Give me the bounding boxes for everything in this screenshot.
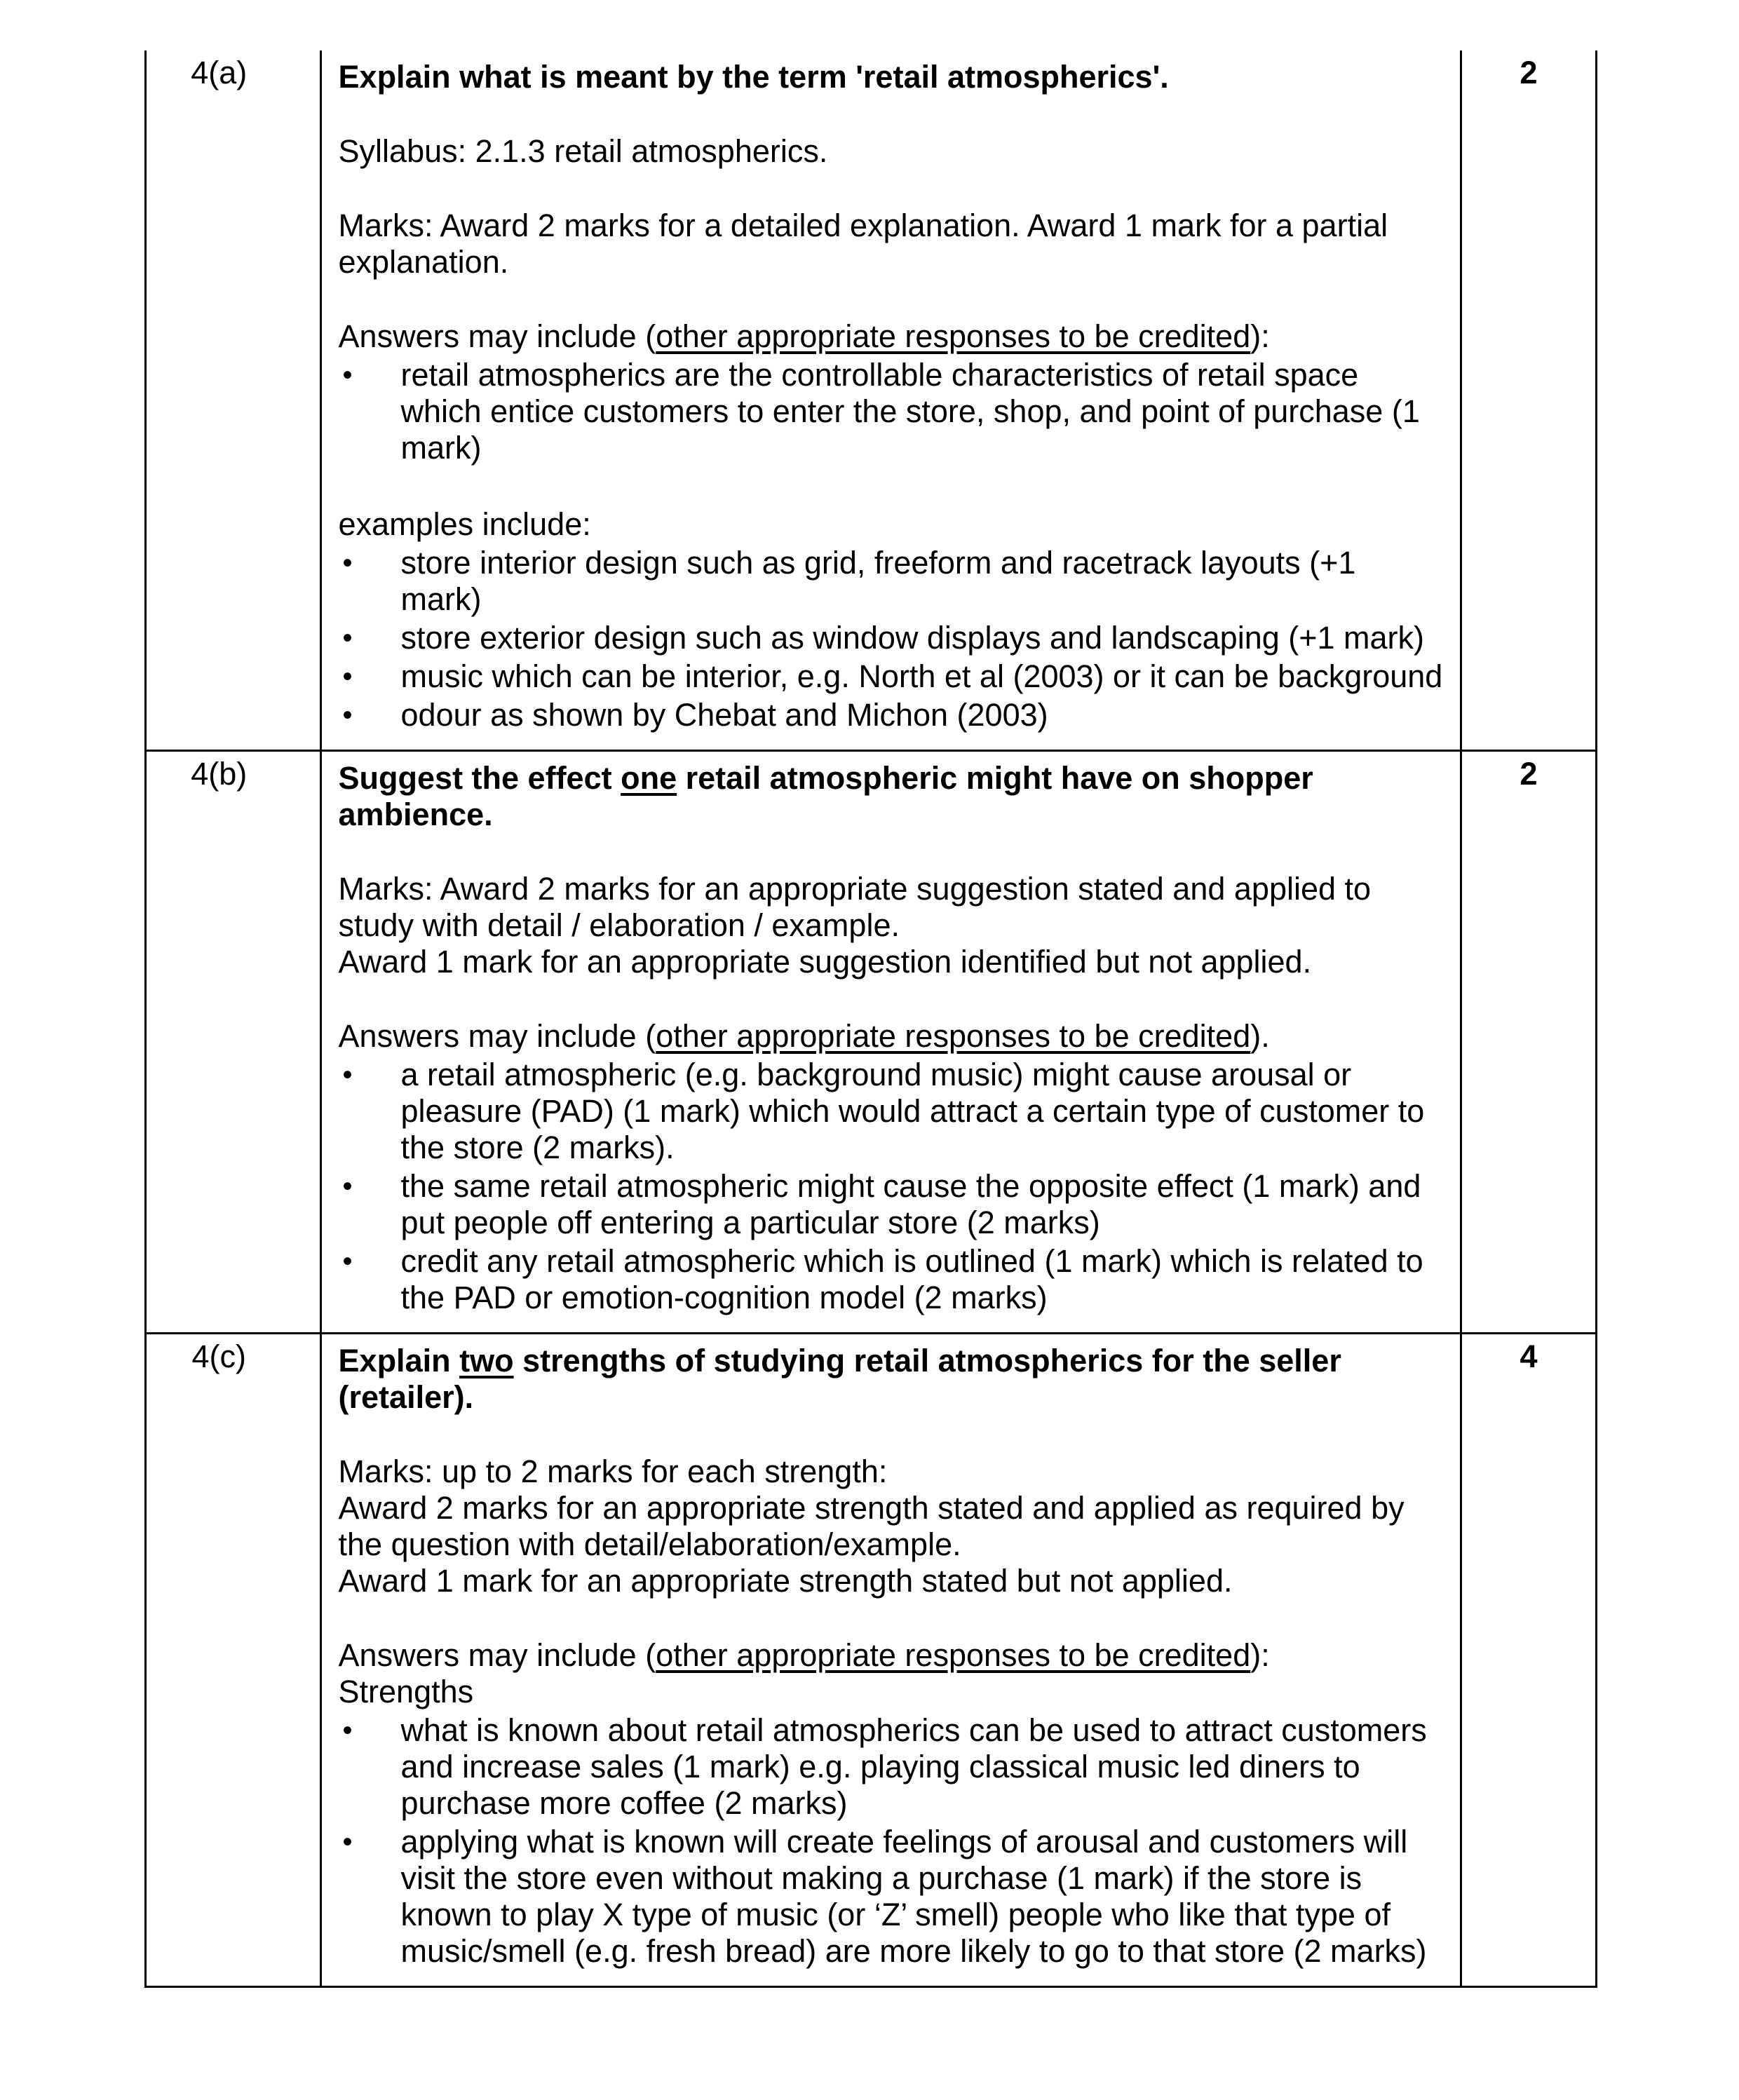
list-item: • retail atmospherics are the controllable characteristics of retail space which entice customers to enter the store, shop, and point of purchase (1 mark): [342, 357, 1420, 466]
answers-intro: Answers may include (other appropriate responses to be credited):: [338, 1637, 1270, 1673]
answer-bullet-list: [339, 357, 1444, 466]
answer-cell: [320, 50, 1461, 751]
question-number-cell: [146, 50, 321, 751]
question-number: 4(a): [191, 55, 248, 90]
marking-guidance-full: Award 2 marks for an appropriate strength stated and applied as required by the question with detail/elaboration/example.: [338, 1490, 1405, 1562]
bullet-icon: •: [342, 1827, 353, 1857]
bullet-icon: •: [342, 360, 353, 391]
answer-cell: [320, 751, 1461, 1334]
credited-note: other appropriate responses to be credited: [656, 1637, 1251, 1673]
question-title: Explain what is meant by the term 'retail atmospherics'.: [338, 59, 1169, 95]
list-item: • store exterior design such as window displays and landscaping (+1 mark): [342, 620, 1425, 656]
marks-value: 2: [1520, 55, 1538, 90]
credited-note: other appropriate responses to be credited: [656, 1018, 1251, 1054]
mark-scheme-table: [144, 50, 1597, 1988]
bullet-icon: •: [342, 1715, 353, 1746]
bullet-icon: •: [342, 700, 353, 731]
question-row-4a: [146, 50, 1597, 751]
marks-value: 4: [1520, 1339, 1538, 1374]
marking-guidance: Marks: up to 2 marks for each strength:: [338, 1454, 888, 1489]
marking-guidance: Marks: Award 2 marks for a detailed explanation. Award 1 mark for a partial explanation.: [338, 208, 1388, 280]
list-item: • what is known about retail atmospherics can be used to attract customers and increase sales (1 mark) e.g. playing classical music led diners to purchase more coffee (2 marks): [342, 1712, 1427, 1821]
examples-bullet-list: [339, 545, 1444, 733]
question-title: Suggest the effect one retail atmospheric might have on shopper ambience.: [338, 760, 1313, 832]
examples-label: examples include:: [338, 506, 591, 542]
bullet-icon: •: [342, 1246, 353, 1277]
emphasis-word: two: [459, 1343, 514, 1378]
list-item: • music which can be interior, e.g. North et al (2003) or it can be background: [342, 658, 1443, 694]
marking-guidance: Marks: Award 2 marks for an appropriate suggestion stated and applied to study with detail / elaboration / example.: [338, 871, 1372, 943]
list-item: • a retail atmospheric (e.g. background music) might cause arousal or pleasure (PAD) (1 mark) which would attract a certain type of customer to the store (2 marks).: [342, 1057, 1425, 1165]
marking-guidance-partial: Award 1 mark for an appropriate suggestion identified but not applied.: [338, 944, 1312, 980]
bullet-icon: •: [342, 623, 353, 653]
marks-cell: [1461, 50, 1597, 751]
marking-guidance-partial: Award 1 mark for an appropriate strength stated but not applied.: [338, 1563, 1233, 1599]
answer-bullet-list: [339, 1057, 1444, 1316]
emphasis-word: one: [621, 760, 677, 796]
list-item: • applying what is known will create feelings of arousal and customers will visit the store even without making a purchase (1 mark) if the store is known to play X type of music (or ‘Z’ smell) people who like that type of music/smell (e.g. fresh bread) are more likely to go to that store (2 marks): [342, 1824, 1427, 1969]
marks-value: 2: [1520, 756, 1538, 792]
marks-cell: [1461, 1334, 1597, 1987]
syllabus-reference: Syllabus: 2.1.3 retail atmospherics.: [338, 133, 828, 169]
credited-note: other appropriate responses to be credited: [656, 318, 1251, 354]
question-row-4b: [146, 751, 1597, 1334]
question-title: Explain two strengths of studying retail atmospherics for the seller (retailer).: [338, 1343, 1341, 1415]
answers-intro: Answers may include (other appropriate responses to be credited):: [338, 318, 1270, 354]
bullet-icon: •: [342, 1171, 353, 1202]
marks-cell: [1461, 751, 1597, 1334]
bullet-icon: •: [342, 548, 353, 578]
question-number-cell: [146, 751, 321, 1334]
question-number-cell: [146, 1334, 321, 1987]
answer-bullet-list: [339, 1712, 1444, 1970]
question-number: 4(c): [191, 1339, 247, 1374]
answer-cell: [320, 1334, 1461, 1987]
strengths-label: Strengths: [338, 1674, 474, 1709]
question-number: 4(b): [191, 756, 248, 792]
list-item: • store interior design such as grid, freeform and racetrack layouts (+1 mark): [342, 545, 1356, 617]
bullet-icon: •: [342, 661, 353, 692]
question-row-4c: [146, 1334, 1597, 1987]
answers-intro: Answers may include (other appropriate responses to be credited).: [338, 1018, 1270, 1054]
list-item: • the same retail atmospheric might cause the opposite effect (1 mark) and put people off entering a particular store (2 marks): [342, 1168, 1421, 1240]
list-item: • credit any retail atmospheric which is outlined (1 mark) which is related to the PAD or emotion-cognition model (2 marks): [342, 1243, 1423, 1315]
bullet-icon: •: [342, 1059, 353, 1090]
list-item: • odour as shown by Chebat and Michon (2003): [342, 697, 1048, 733]
